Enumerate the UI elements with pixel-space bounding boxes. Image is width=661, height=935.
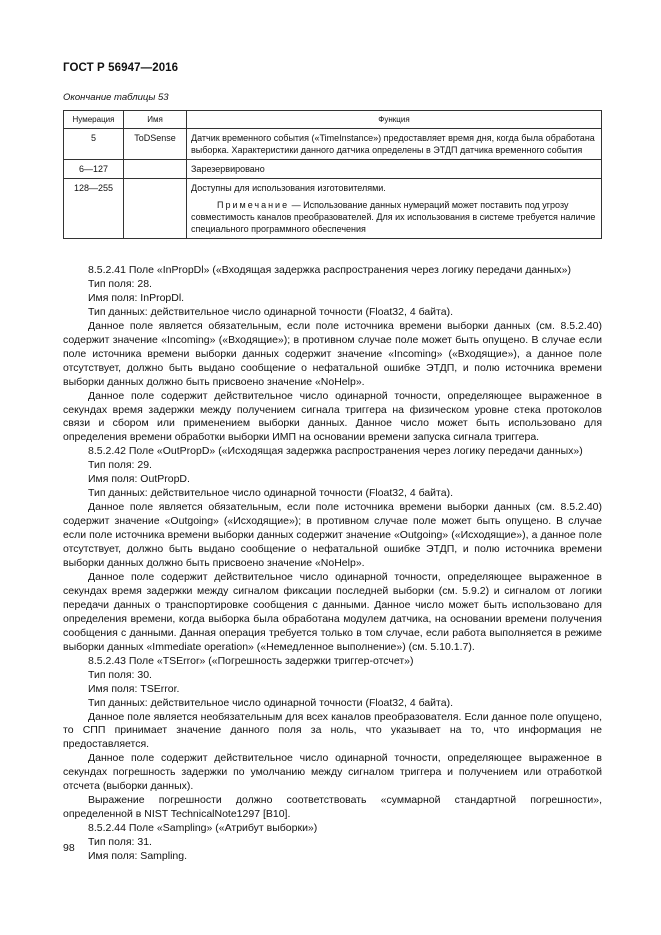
body-text	[63, 264, 602, 864]
paragraph: Тип поля: 31.	[88, 836, 152, 849]
paragraph: Имя поля: InPropDl.	[88, 291, 185, 304]
paragraph: Тип данных: действительное число одинарной точности (Float32, 4 байта).	[88, 487, 453, 500]
paragraph: Данное поле является необязательным для всех каналов преобразователя. Если данное поле опущено, то СПП принимает значение данного поля за ноль, что указывает на то, что информация не предоставляется.	[63, 710, 602, 751]
paragraph: Тип данных: действительное число одинарной точности (Float32, 4 байта).	[88, 696, 453, 709]
paragraph: Имя поля: TSError.	[88, 682, 180, 695]
paragraph: 8.5.2.43 Поле «TSError» («Погрешность задержки триггер-отсчет»)	[88, 654, 414, 667]
column-header-function: Функция	[187, 111, 602, 129]
cell-name	[124, 179, 187, 239]
paragraph: Тип поля: 29.	[88, 459, 152, 472]
cell-function: Датчик временного события («TimeInstance») предоставляет время дня, когда была обработана выборка. Характеристики данного датчика определены в ЭТДП датчика временного события	[187, 129, 602, 160]
paragraph: Тип поля: 28.	[88, 277, 152, 290]
page-number: 98	[63, 842, 75, 854]
note-text: — Использование данных нумераций может поставить под угрозу совместимость каналов преобразователей. Для их использования в системе требуется наличие специального программного обеспечения	[191, 200, 596, 234]
paragraph: Выражение погрешности должно соответствовать «суммарной стандартной погрешности», определенной в NIST TechnicalNote1297 [B10].	[63, 794, 602, 821]
cell-number: 6—127	[64, 160, 124, 179]
paragraph: Данное поле содержит действительное число одинарной точности, определяющее выраженное в секундах время задержки между получением сигнала триггера на физическом уровне стека протоколов связи и сбором или применением выборки данных. Данное число может быть использовано для определения времени обработки выборки ИМП на основании времени запуска сигнала триггера.	[63, 389, 602, 444]
paragraph: Тип данных: действительное число одинарной точности (Float32, 4 байта).	[88, 305, 453, 318]
paragraph: Данное поле является обязательным, если поле источника времени выборки данных (см. 8.5.2.40) содержит значение «Incoming» («Входящие»); в противном случае поле может быть опущено. В случае если поле источника времени выборки данных содержит значение «Incoming» («Входящие»), а данное поле отсутствует, должно быть выдано сообщение о нефатальной ошибке ЭТДП, и полю источника времени выборки данных должно быть присвоено значение «NoHelp».	[63, 319, 602, 388]
table-caption: Окончание таблицы 53	[63, 92, 169, 103]
table-row	[64, 160, 602, 179]
table-row	[64, 129, 602, 160]
paragraph: Данное поле является обязательным, если поле источника времени выборки данных (см. 8.5.2.40) содержит значение «Outgoing» («Исходящие»); в противном случае поле может быть опущено. В случае если поле источника времени выборки данных содержит значение «Outgoing» («Исходящие»), а данное поле отсутствует, должно быть выдано сообщение о нефатальной ошибке ЭТДП, и полю источника времени выборки данных должно быть присвоено значение «NoHelp».	[63, 501, 602, 570]
paragraph: 8.5.2.44 Поле «Sampling» («Атрибут выборки»)	[88, 822, 318, 835]
paragraph: Данное поле содержит действительное число одинарной точности, определяющее выраженное в секундах время задержки между сигналом фиксации последней выборки (см. 5.9.2) и сигналом от логики передачи данных о транспортировке сообщения с данными. Данное число может быть использовано для определения времени, когда выборка была обработана модулем датчика, на основании времени получения сообщения с данными. Данная операция требуется только в том случае, если работа выполняется в режиме выборки данных «Immediate operation» («Немедленное выполнение») (см. 5.10.1.7).	[63, 570, 602, 653]
paragraph: Имя поля: OutPropD.	[88, 473, 190, 486]
column-header-name: Имя	[124, 111, 187, 129]
table-row	[64, 179, 602, 239]
cell-name	[124, 160, 187, 179]
paragraph: Тип поля: 30.	[88, 668, 152, 681]
cell-function-text: Доступны для использования изготовителями.	[191, 183, 386, 193]
cell-number: 128—255	[64, 179, 124, 239]
cell-function: Зарезервировано	[187, 160, 602, 179]
numbering-table	[63, 110, 602, 239]
table-note	[191, 199, 597, 235]
table-header-row	[64, 111, 602, 129]
paragraph: Имя поля: Sampling.	[88, 850, 188, 863]
cell-function	[187, 179, 602, 239]
document-header: ГОСТ Р 56947—2016	[63, 62, 179, 74]
cell-name: ToDSense	[124, 129, 187, 160]
paragraph: Данное поле содержит действительное число одинарной точности, определяющее выраженное в секундах погрешность задержки по умолчанию между сигналом триггера и получением или отработкой отсчета (выборки данных).	[63, 752, 602, 793]
column-header-number: Нумерация	[64, 111, 124, 129]
note-lead: Примечание	[217, 200, 290, 210]
paragraph: 8.5.2.42 Поле «OutPropD» («Исходящая задержка распространения через логику передачи данных»)	[88, 445, 583, 458]
cell-number: 5	[64, 129, 124, 160]
paragraph: 8.5.2.41 Поле «InPropDl» («Входящая задержка распространения через логику передачи данных»)	[88, 264, 572, 276]
